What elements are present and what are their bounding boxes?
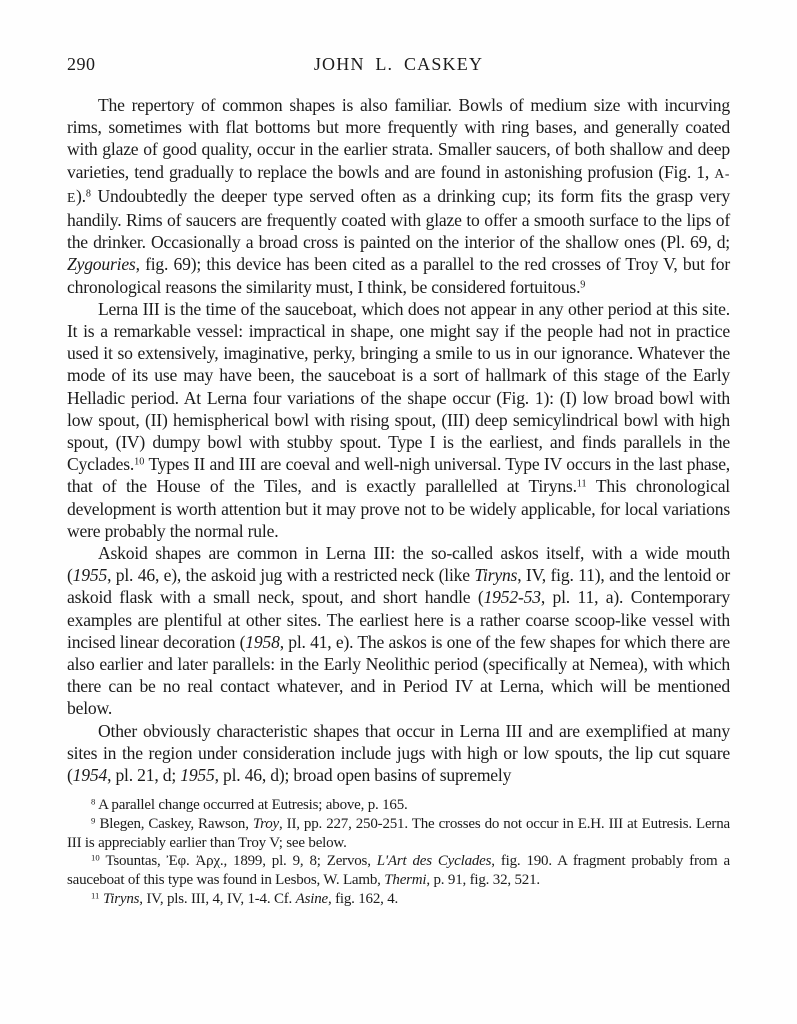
footnote [67, 815, 730, 852]
footnote-ref: 8 [85, 188, 91, 200]
text-run: , pl. 46, d); broad open basins of supremely [214, 765, 512, 786]
text-run: Undoubtedly the deeper type served often as a drinking cup; its form fits the grasp very handily. Rims of saucers are frequently coated with glaze to offer a smooth surface to the lips of the drinker. Occasionally a broad cross is painted on the interior of the shallow ones (Pl. 69, d; [67, 185, 730, 253]
text-run: , pl. 11, a). Contemporary examples are plentiful at other sites. The earliest here is a rather coarse scoop-like vessel with incised linear decoration ( [67, 587, 730, 652]
footnote-ref: 10 [134, 456, 145, 468]
footnote-number: 9 [91, 815, 96, 826]
footnote [67, 852, 730, 889]
italic-text: 1952-53 [483, 587, 541, 608]
text-run: , p. 91, fig. 32, 521. [426, 872, 540, 889]
text-run: , IV, pls. III, 4, IV, 1-4. Cf. [139, 890, 296, 907]
text-run: Lerna III is the time of the sauceboat, which does not appear in any other period at this site. It is a remarkable vessel: impractical in shape, one might say if the people had not in practice used it so extensively, imaginative, perky, bringing a smile to us in our ignorance. Whatever the mode of its use may have been, the sauceboat is a sort of hallmark of this stage of the Early Helladic period. At Lerna four variations of the shape occur (Fig. 1): (I) low broad bowl with low spout, (II) hemispherical bowl with rising spout, (III) deep semicylindrical bowl with high spout, (IV) dumpy bowl with stubby spout. Type I is the earliest, and finds parallels in the Cyclades. [67, 298, 730, 475]
italic-text: Asine [295, 890, 328, 907]
running-header: JOHN L. CASKEY [313, 54, 484, 74]
text-run: , pl. 41, e). The askos is one of the few shapes for which there are also earlier and later parallels: in the Early Neolithic period (specifically at Nemea), with which there can be no real contact whatever, and in Period IV at Lerna, which will be mentioned below. [67, 631, 730, 719]
footnote [67, 796, 730, 815]
text-run: Other obviously characteristic shapes that occur in Lerna III and are exemplified at many sites in the region under consideration include jugs with high or low spouts, the lip cut square ( [67, 720, 730, 786]
text-run: Askoid shapes are common in Lerna III: the so-called askos itself, with a wide mouth ( [67, 543, 730, 586]
text-run: Types II and III are coeval and well-nigh universal. Type IV occurs in the last phase, that of the House of the Tiles, and is exactly parallelled at Tiryns. [67, 454, 730, 497]
italic-text: Tiryns [474, 565, 518, 586]
italic-text: 1958 [245, 631, 280, 652]
paragraph [67, 94, 730, 298]
footnote [67, 890, 730, 909]
italic-text: 1955 [180, 765, 215, 786]
italic-text: 1954 [72, 765, 108, 786]
text-run: ). [75, 185, 86, 206]
page-number: 290 [67, 54, 96, 74]
text-run: Blegen, Caskey, Rawson, [99, 816, 253, 832]
italic-text: Tiryns [102, 890, 140, 907]
footnote-ref: 9 [580, 279, 586, 291]
italic-text: L'Art des Cyclades [376, 853, 492, 870]
page-header [67, 53, 730, 75]
small-caps-text: A-E [67, 165, 730, 205]
footnote-number: 10 [91, 852, 100, 863]
text-run: , pl. 46, e), the askoid jug with a restricted neck (like [107, 565, 475, 586]
italic-text: Thermi [384, 872, 427, 889]
text-run: , fig. 162, 4. [327, 890, 399, 907]
text-run: Tsountas, Ἐφ. Ἀρχ., 1899, pl. 9, 8; Zervos, [105, 853, 377, 870]
footnote-number: 8 [91, 796, 96, 807]
footnotes [67, 796, 730, 908]
paragraph [67, 298, 730, 542]
italic-text: 1955 [72, 565, 108, 586]
text-run: A parallel change occurred at Eutresis; above, p. 165. [98, 797, 408, 814]
text-run: , fig. 190. A fragment probably from a sauceboat of this type was found in Lesbos, W. Lamb, [67, 853, 730, 889]
paragraph [67, 542, 730, 720]
body-text [67, 94, 730, 786]
text-run: This chronological development is worth attention but it may prove not to be widely applicable, for local variations were probably the normal rule. [67, 476, 730, 541]
italic-text: Zygouries [67, 254, 136, 275]
text-run: , fig. 69); this device has been cited as a parallel to the red crosses of Troy V, but for chronological reasons the similarity must, I think, be considered fortuitous. [67, 254, 730, 297]
text-run: , IV, fig. 11), and the lentoid or askoid flask with a small neck, spout, and short handle ( [67, 565, 731, 608]
paragraph [67, 720, 730, 787]
footnote-number: 11 [91, 890, 100, 901]
italic-text: Troy [252, 816, 280, 832]
text-run: , II, pp. 227, 250-251. The crosses do not occur in E.H. III at Eutresis. Lerna III is appreciably earlier than Troy V; see below. [67, 816, 730, 851]
text-run: , pl. 21, d; [107, 765, 181, 786]
footnote-ref: 11 [576, 479, 587, 491]
text-run: The repertory of common shapes is also familiar. Bowls of medium size with incurving rims, sometimes with flat bottoms but more frequently with ring bases, and generally coated with glaze of good quality, occur in the earlier strata. Smaller saucers, of both shallow and deep varieties, tend gradually to replace the bowls and are found in astonishing profusion (Fig. 1, [67, 95, 730, 182]
